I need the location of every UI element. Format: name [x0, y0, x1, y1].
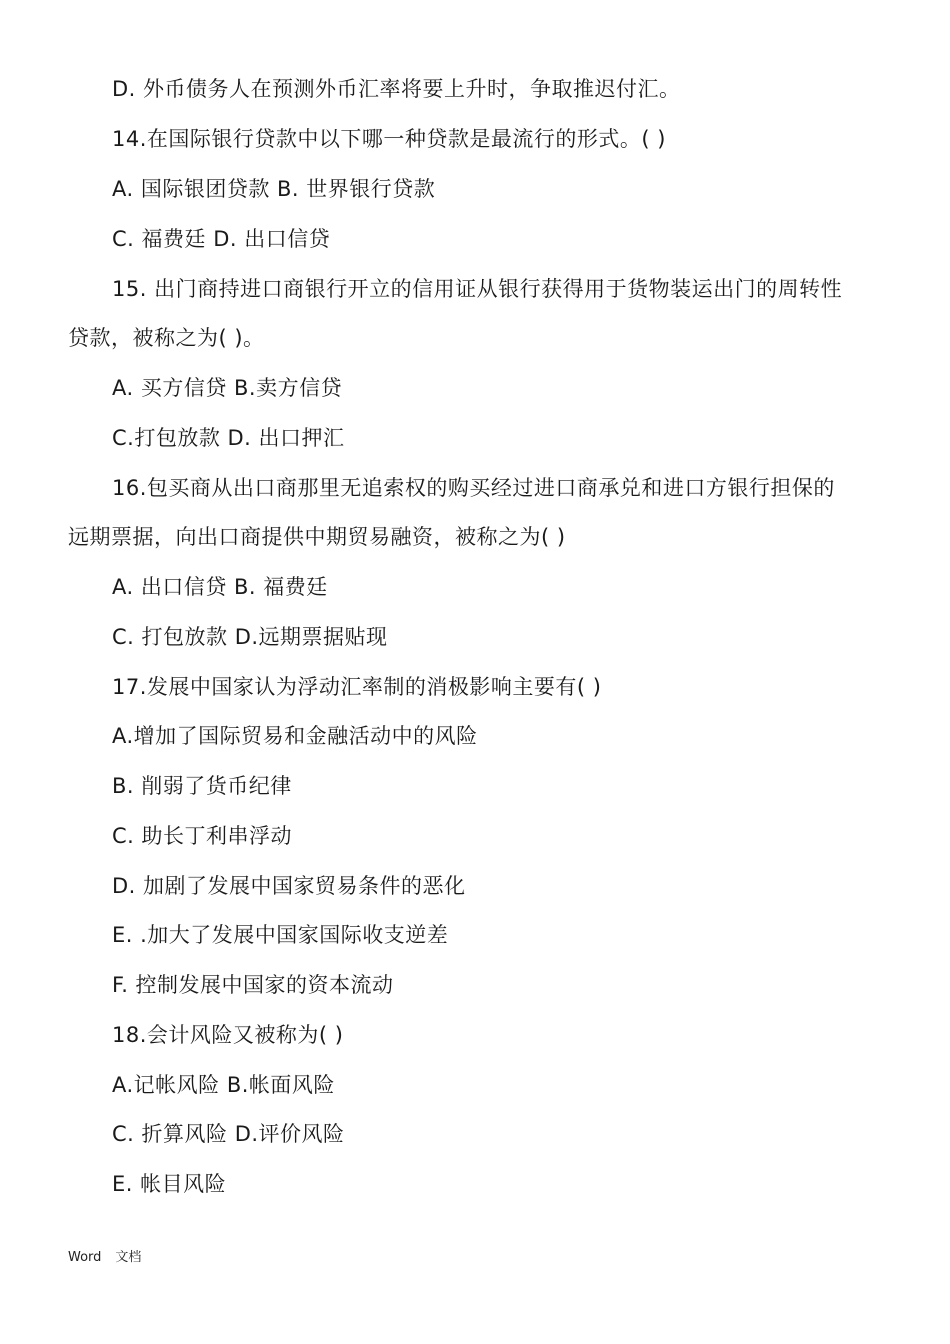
- question-line: 17.发展中国家认为浮动汇率制的消极影响主要有( ): [112, 675, 602, 699]
- option-line: F. 控制发展中国家的资本流动: [112, 973, 394, 997]
- option-line: C. 打包放款 D.远期票据贴现: [112, 625, 388, 649]
- question-continuation: 贷款，被称之为( )。: [68, 326, 265, 350]
- option-line: D. 加剧了发展中国家贸易条件的恶化: [112, 874, 466, 898]
- option-line: A. 出口信贷 B. 福费廷: [112, 575, 328, 599]
- question-line: 16.包买商从出口商那里无追索权的购买经过进口商承兑和进口方银行担保的: [112, 476, 835, 500]
- question-line: 18.会计风险又被称为( ): [112, 1023, 344, 1047]
- option-line: D. 外币债务人在预测外币汇率将要上升时，争取推迟付汇。: [112, 77, 681, 101]
- option-line: A. 国际银团贷款 B. 世界银行贷款: [112, 177, 436, 201]
- question-line: 14.在国际银行贷款中以下哪一种贷款是最流行的形式。( ): [112, 127, 666, 151]
- footer-left: Word: [68, 1250, 102, 1265]
- option-line: E. .加大了发展中国家国际收支逆差: [112, 923, 449, 947]
- option-line: B. 削弱了货币纪律: [112, 774, 292, 798]
- option-line: C. 福费廷 D. 出口信贷: [112, 227, 331, 251]
- question-continuation: 远期票据，向出口商提供中期贸易融资，被称之为( ): [68, 525, 566, 549]
- question-line: 15. 出门商持进口商银行开立的信用证从银行获得用于货物装运出门的周转性: [112, 277, 843, 301]
- option-line: A. 买方信贷 B.卖方信贷: [112, 376, 343, 400]
- option-line: A.增加了国际贸易和金融活动中的风险: [112, 724, 478, 748]
- footer-right: 文档: [115, 1250, 142, 1265]
- option-line: E. 帐目风险: [112, 1172, 227, 1196]
- option-line: C.打包放款 D. 出口押汇: [112, 426, 345, 450]
- option-line: A.记帐风险 B.帐面风险: [112, 1073, 335, 1097]
- option-line: C. 助长丁利串浮动: [112, 824, 293, 848]
- page-footer: [68, 1249, 141, 1267]
- option-line: C. 折算风险 D.评价风险: [112, 1122, 345, 1146]
